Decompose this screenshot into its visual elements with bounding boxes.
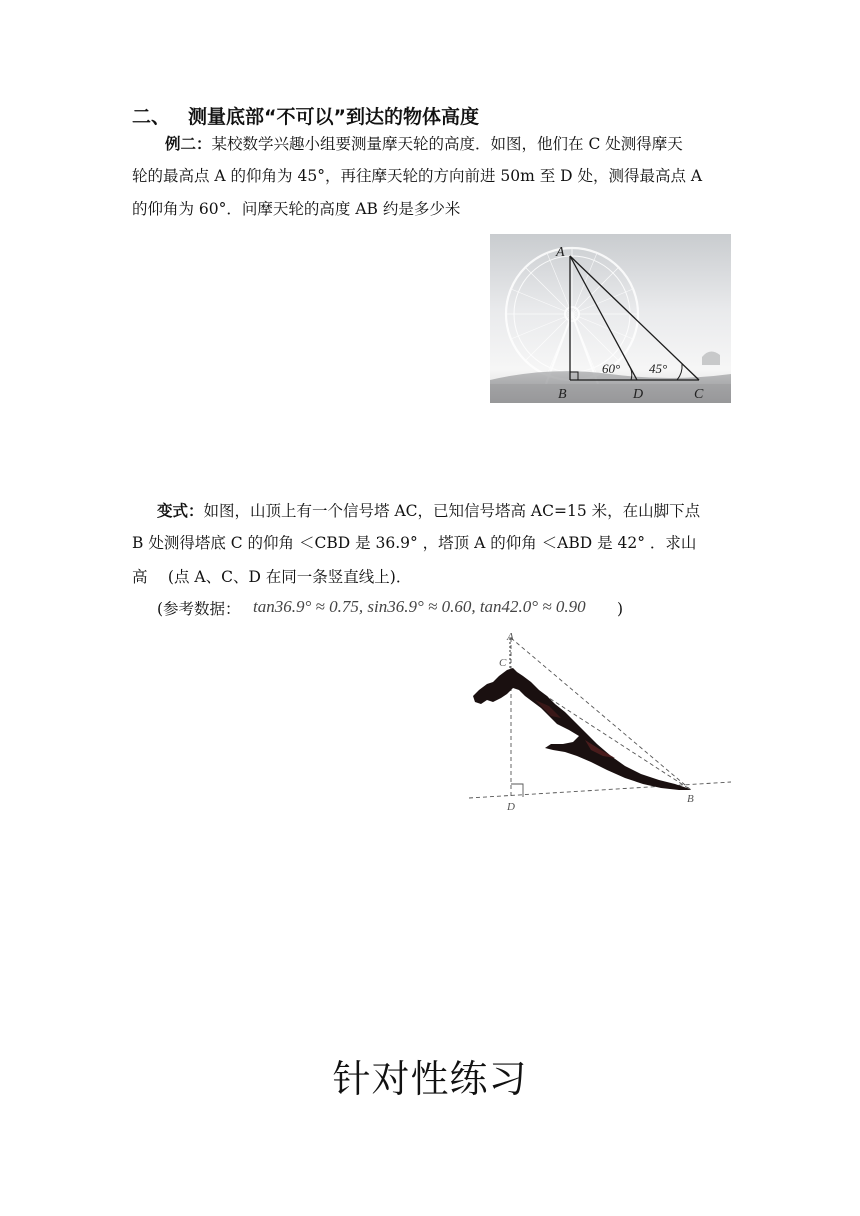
example2-line1: 例二：某校数学兴趣小组要测量摩天轮的高度．如图，他们在 C 处测得摩天	[165, 134, 683, 153]
reference-open: (参考数据：	[157, 600, 241, 618]
ferris-wheel-figure	[490, 234, 731, 403]
variant-line2: B 处测得塔底 C 的仰角 ＜CBD 是 36.9° ，塔顶 A 的仰角 ＜ABD 是 42° ．求山	[132, 534, 697, 552]
section-number: 二、	[132, 106, 171, 128]
variant-line1: 变式：如图，山顶上有一个信号塔 AC，已知信号塔高 AC=15 米，在山脚下点	[157, 501, 701, 520]
label-b: B	[558, 387, 567, 402]
example2-line2: 轮的最高点 A 的仰角为 45°，再往摩天轮的方向前进 50m 至 D 处，测得最高点 A	[132, 167, 703, 185]
section-title: 测量底部“不可以”到达的物体高度	[188, 106, 479, 128]
example2-line3: 的仰角为 60°．问摩天轮的高度 AB 约是多少米	[132, 200, 461, 218]
angle-60-label: 60°	[602, 361, 621, 376]
label-c: C	[694, 387, 704, 402]
section-heading	[132, 102, 479, 129]
label-a: A	[556, 245, 565, 260]
mountain-figure	[465, 632, 735, 812]
reference-close: )	[617, 600, 624, 618]
dashed-lines	[469, 638, 731, 798]
label-d: D	[633, 387, 644, 402]
variant-label: 变式：	[157, 501, 204, 520]
mountain-silhouette	[473, 668, 691, 790]
reference-formula: tan36.9° ≈ 0.75, sin36.9° ≈ 0.60, tan42.0° ≈ 0.90	[253, 597, 586, 616]
angle-45-label: 45°	[649, 361, 668, 376]
label-b: B	[687, 793, 694, 805]
practice-title: 针对性练习	[332, 1057, 528, 1101]
label-c: C	[499, 657, 507, 669]
example2-label: 例二：	[165, 134, 212, 153]
label-a: A	[507, 632, 514, 643]
label-d: D	[507, 801, 515, 812]
variant-line3: 高 (点 A、C、D 在同一条竖直线上)．	[132, 568, 412, 586]
